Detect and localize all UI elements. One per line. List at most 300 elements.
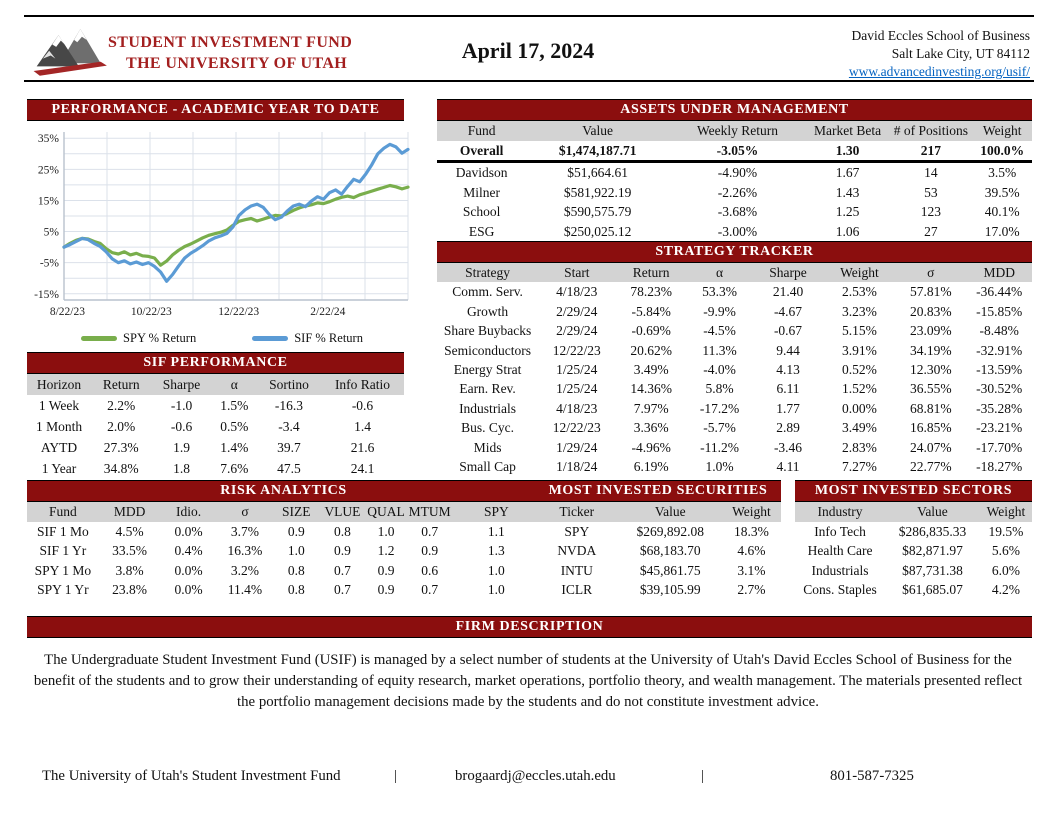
table-cell: 1/18/24 <box>556 459 598 475</box>
table-cell: -3.46 <box>773 439 803 455</box>
table-cell: 1.30 <box>806 141 889 162</box>
table-cell: 123 <box>920 204 941 219</box>
table-cell: $68,183.70 <box>639 543 701 558</box>
strategy-tracker-table <box>437 263 1032 476</box>
column-header: MTUM <box>407 502 453 522</box>
table-header-row <box>437 263 1032 282</box>
table-cell: 1.77 <box>776 400 800 416</box>
table-cell: 6.11 <box>776 381 800 397</box>
table-cell: 0.9 <box>287 523 305 539</box>
chart-legend <box>28 331 416 346</box>
table-cell: 1.67 <box>835 165 860 180</box>
table-row <box>437 418 1032 437</box>
table-cell: 6.19% <box>633 459 669 475</box>
table-row <box>27 458 404 479</box>
table-row <box>437 379 1032 398</box>
table-cell: 14 <box>924 165 938 180</box>
table-row <box>437 341 1032 360</box>
table-cell: $581,922.19 <box>563 184 632 200</box>
table-cell: 3.5% <box>988 165 1017 180</box>
table-cell: 2.0% <box>107 419 136 434</box>
table-cell: 1.0 <box>487 562 505 578</box>
table-cell: -1.0 <box>170 398 193 413</box>
table-cell: -15.85% <box>976 303 1023 319</box>
column-header: # of Positions <box>889 121 972 141</box>
table-cell: 217 <box>889 141 972 162</box>
table-cell: 34.8% <box>103 461 139 476</box>
table-cell: 7.6% <box>220 461 249 476</box>
table-cell: 1.0 <box>287 543 305 558</box>
table-row <box>437 399 1032 418</box>
table-cell: $51,664.61 <box>567 165 629 180</box>
table-cell: 2.89 <box>776 420 800 436</box>
table-cell: 2.2% <box>107 398 136 413</box>
table-cell: 27.3% <box>103 440 139 455</box>
table-cell: 20.83% <box>909 303 952 319</box>
table-row <box>27 561 540 581</box>
table-cell: 2.53% <box>841 284 877 300</box>
table-cell: -9.9% <box>703 303 736 319</box>
table-cell: 1.8 <box>173 461 190 476</box>
table-row <box>795 580 1032 600</box>
x-tick-label: 2/22/24 <box>310 306 346 318</box>
x-tick-label: 8/22/23 <box>49 306 86 318</box>
table-cell: 0.52% <box>841 362 877 378</box>
table-cell: -3.4 <box>278 419 300 434</box>
table-cell: $61,685.07 <box>902 582 963 597</box>
table-cell: -4.0% <box>703 362 736 378</box>
table-row <box>795 561 1032 581</box>
sif-performance-banner: SIF PERFORMANCE <box>27 352 404 374</box>
table-cell: 1.4% <box>220 440 249 455</box>
table-cell: 68.81% <box>909 400 952 416</box>
table-cell: 3.8% <box>115 562 144 578</box>
table-row <box>437 282 1032 301</box>
table-cell: 3.2% <box>230 562 260 578</box>
table-cell: -18.27% <box>976 459 1023 475</box>
org-name: STUDENT INVESTMENT FUND <box>108 34 353 51</box>
table-cell: 53.3% <box>702 284 738 300</box>
table-cell: 0.6 <box>421 562 439 578</box>
table-cell: $286,835.33 <box>898 523 967 539</box>
table-cell: Small Cap <box>459 459 516 475</box>
table-cell: 1 Week <box>38 398 80 413</box>
table-cell: 0.00% <box>841 400 877 416</box>
table-cell: 1/25/24 <box>556 362 598 378</box>
header-top-rule <box>24 15 1034 17</box>
footer-email: brogaardj@eccles.utah.edu <box>455 768 616 784</box>
table-cell: Semiconductors <box>444 342 532 358</box>
table-cell: NVDA <box>557 543 597 558</box>
table-cell: SPY 1 Mo <box>34 562 92 578</box>
table-row <box>27 395 404 416</box>
table-cell: 12/22/23 <box>552 420 601 436</box>
table-cell: 4.11 <box>776 459 800 475</box>
table-cell: 12.30% <box>909 362 952 378</box>
table-cell: 1.4 <box>354 419 371 434</box>
aum-table <box>437 121 1032 241</box>
column-header: Strategy <box>437 263 538 282</box>
table-cell: Share Buybacks <box>443 323 532 339</box>
column-header: α <box>212 374 257 395</box>
table-cell: Comm. Serv. <box>452 284 523 300</box>
table-cell: SPY <box>564 523 590 539</box>
table-cell: Bus. Cyc. <box>461 420 515 436</box>
table-cell: 39.5% <box>984 184 1020 200</box>
footer-org: The University of Utah's Student Investment Fund <box>42 768 341 784</box>
table-cell: -36.44% <box>976 284 1023 300</box>
table-cell: 7.97% <box>633 400 669 416</box>
table-cell: 34.19% <box>909 342 952 358</box>
table-row <box>437 321 1032 340</box>
table-cell: $39,105.99 <box>639 582 701 597</box>
table-cell: 78.23% <box>630 284 672 300</box>
school-city: Salt Lake City, UT 84112 <box>891 46 1030 61</box>
footer-separator: | <box>701 768 704 784</box>
table-cell: Davidson <box>455 165 508 180</box>
table-cell: 39.7 <box>277 440 301 455</box>
table-cell: 0.4% <box>174 543 203 558</box>
firm-description-banner: FIRM DESCRIPTION <box>27 616 1032 638</box>
column-header: SPY <box>453 502 540 522</box>
table-cell: -16.3 <box>274 398 304 413</box>
column-header: α <box>687 263 752 282</box>
y-tick-label: -5% <box>39 257 59 270</box>
table-row <box>437 202 1032 222</box>
table-cell: 1.9 <box>173 440 190 455</box>
table-cell: 0.7 <box>334 562 351 578</box>
column-header: Sortino <box>257 374 321 395</box>
table-cell: 18.3% <box>734 523 769 539</box>
table-cell: SPY 1 Yr <box>37 582 89 597</box>
table-cell: 3.1% <box>737 562 766 578</box>
table-cell: 4.2% <box>991 582 1020 597</box>
table-cell: -30.52% <box>976 381 1023 397</box>
table-cell: 1 Year <box>41 461 77 476</box>
table-cell: Info Tech <box>814 523 866 539</box>
table-cell: 1.0% <box>705 459 734 475</box>
table-cell: 1.5% <box>220 398 249 413</box>
column-header: Weight <box>980 502 1032 522</box>
column-header: Start <box>538 263 615 282</box>
table-cell: School <box>462 204 501 219</box>
table-cell: 3.49% <box>841 420 877 436</box>
footer-phone: 801-587-7325 <box>830 768 914 784</box>
table-row <box>795 541 1032 561</box>
table-cell: 5.15% <box>841 323 877 339</box>
column-header: Weight <box>824 263 895 282</box>
table-cell: Growth <box>466 303 509 319</box>
legend-swatch <box>81 336 117 341</box>
table-cell: $1,474,187.71 <box>526 141 669 162</box>
column-header: Market Beta <box>806 121 889 141</box>
y-tick-label: -15% <box>34 288 59 301</box>
table-cell: $87,731.38 <box>902 562 963 578</box>
y-tick-label: 35% <box>37 133 59 146</box>
table-cell: 0.9 <box>421 543 439 558</box>
table-cell: 0.0% <box>174 523 203 539</box>
table-cell: 0.5% <box>220 419 249 434</box>
table-cell: Industrials <box>459 400 517 416</box>
sectors-table <box>795 502 1032 600</box>
table-header-row <box>27 374 404 395</box>
column-header: Industry <box>795 502 885 522</box>
table-cell: 1.43 <box>835 184 860 200</box>
legend-item <box>252 331 363 346</box>
table-cell: 3.36% <box>633 420 669 436</box>
table-cell: 0.8 <box>334 523 351 539</box>
table-cell: 0.9 <box>377 582 395 597</box>
table-cell: 0.0% <box>174 562 203 578</box>
table-cell: 1.52% <box>841 381 877 397</box>
table-cell: 24.1 <box>350 461 375 476</box>
table-cell: ESG <box>468 223 495 239</box>
table-cell: -3.68% <box>717 204 758 219</box>
table-row <box>437 360 1032 379</box>
table-cell: 21.6 <box>350 440 375 455</box>
table-header-row <box>795 502 1032 522</box>
firm-description-text: The Undergraduate Student Investment Fund (USIF) is managed by a select number of students at the University of Utah's David Eccles School of Business for the benefit of the students and to grow their understanding of equity research, market operations, portfolio theory, and wealth management. The materials presented reflect the portfolio management decisions made by the students and do not constitute investment advice. <box>33 652 1023 710</box>
table-cell: 19.5% <box>988 523 1024 539</box>
column-header: σ <box>217 502 273 522</box>
column-header: Sharpe <box>752 263 823 282</box>
table-cell: 2.83% <box>841 439 877 455</box>
table-cell: Health Care <box>807 543 873 558</box>
column-header: Fund <box>27 502 99 522</box>
table-cell: SIF 1 Yr <box>39 543 87 558</box>
column-header: Sharpe <box>151 374 211 395</box>
table-cell: 1 Month <box>35 419 83 434</box>
sectors-banner: MOST INVESTED SECTORS <box>795 480 1032 502</box>
table-cell: -17.70% <box>976 439 1023 455</box>
table-cell: 4/18/23 <box>556 400 598 416</box>
column-header: VLUE <box>319 502 365 522</box>
column-header: Idio. <box>160 502 216 522</box>
table-cell: -32.91% <box>976 342 1023 358</box>
table-cell: -4.67 <box>773 303 803 319</box>
sif-performance-table <box>27 374 404 479</box>
strategy-tracker-banner: STRATEGY TRACKER <box>437 241 1032 263</box>
table-cell: 4/18/23 <box>556 284 598 300</box>
table-cell: 22.77% <box>909 459 952 475</box>
table-cell: -35.28% <box>976 400 1023 416</box>
table-cell: 0.8 <box>287 562 305 578</box>
table-cell: -23.21% <box>976 420 1023 436</box>
report-date: April 17, 2024 <box>461 38 595 63</box>
table-row <box>795 522 1032 542</box>
table-cell: 0.7 <box>421 523 439 539</box>
securities-table <box>535 502 781 600</box>
column-header: Ticker <box>535 502 619 522</box>
table-cell: 0.7 <box>334 582 351 597</box>
table-cell: 0.7 <box>421 582 439 597</box>
column-header: SIZE <box>273 502 319 522</box>
table-cell: 47.5 <box>277 461 301 476</box>
table-cell: 14.36% <box>630 381 672 397</box>
table-cell: 16.85% <box>909 420 952 436</box>
table-row <box>437 438 1032 457</box>
y-tick-label: 5% <box>43 226 59 239</box>
table-cell: 12/22/23 <box>552 342 601 358</box>
table-row <box>27 541 540 561</box>
aum-banner: ASSETS UNDER MANAGEMENT <box>437 99 1032 121</box>
table-cell: 3.49% <box>633 362 669 378</box>
table-cell: 3.23% <box>841 303 877 319</box>
table-row <box>437 222 1032 242</box>
table-cell: 2/29/24 <box>556 303 598 319</box>
table-cell: Industrials <box>811 562 869 578</box>
table-cell: 17.0% <box>984 223 1020 239</box>
table-row <box>437 162 1032 183</box>
table-cell: 1.0 <box>487 582 505 597</box>
table-cell: Earn. Rev. <box>459 381 516 397</box>
table-cell: 23.09% <box>909 323 952 339</box>
risk-analytics-table <box>27 502 540 600</box>
column-header: Info Ratio <box>321 374 404 395</box>
table-cell: 1.0 <box>377 523 395 539</box>
table-cell: $250,025.12 <box>563 223 632 239</box>
y-tick-label: 15% <box>37 195 59 208</box>
footer-separator: | <box>394 768 397 784</box>
table-cell: 23.8% <box>112 582 148 597</box>
table-cell: -8.48% <box>979 323 1019 339</box>
table-row <box>27 437 404 458</box>
table-cell: 6.0% <box>991 562 1020 578</box>
table-cell: 0.0% <box>174 582 203 597</box>
table-cell: -4.90% <box>717 165 758 180</box>
table-cell: 2/29/24 <box>556 323 598 339</box>
table-cell: 4.13 <box>776 362 800 378</box>
table-cell: -11.2% <box>700 439 740 455</box>
table-row <box>27 416 404 437</box>
table-row <box>437 302 1032 321</box>
table-cell: $590,575.79 <box>563 204 632 219</box>
x-tick-label: 10/22/23 <box>130 306 172 318</box>
table-cell: 11.4% <box>227 582 263 597</box>
table-header-row <box>27 502 540 522</box>
table-cell: $45,861.75 <box>639 562 701 578</box>
table-cell: Energy Strat <box>453 362 522 378</box>
table-cell: 4.5% <box>115 523 144 539</box>
table-cell: 100.0% <box>972 141 1032 162</box>
securities-banner: MOST INVESTED SECURITIES <box>535 480 781 502</box>
performance-chart <box>28 124 416 350</box>
column-header: Value <box>526 121 669 141</box>
table-cell: 1.06 <box>835 223 860 239</box>
table-cell: AYTD <box>40 440 78 455</box>
table-cell: 21.40 <box>772 284 804 300</box>
table-cell: 1.3 <box>487 543 505 558</box>
table-cell: Overall <box>437 141 526 162</box>
table-cell: 0.8 <box>287 582 305 597</box>
table-row <box>535 580 781 600</box>
table-cell: Mids <box>473 439 502 455</box>
table-cell: 33.5% <box>112 543 148 558</box>
legend-label: SPY % Return <box>123 331 197 345</box>
table-cell: INTU <box>560 562 593 578</box>
table-cell: 1/25/24 <box>556 381 598 397</box>
performance-banner: PERFORMANCE - ACADEMIC YEAR TO DATE <box>27 99 404 121</box>
table-row <box>535 561 781 581</box>
table-row <box>437 183 1032 203</box>
table-cell: 5.6% <box>991 543 1020 558</box>
y-tick-label: 25% <box>37 164 59 177</box>
table-cell: 7.27% <box>841 459 877 475</box>
column-header: Weight <box>722 502 781 522</box>
table-cell: 1.25 <box>835 204 860 219</box>
column-header: Horizon <box>27 374 91 395</box>
column-header: Weight <box>972 121 1032 141</box>
column-header: Return <box>91 374 151 395</box>
table-cell: $269,892.08 <box>636 523 705 539</box>
table-cell: $82,871.97 <box>902 543 963 558</box>
table-cell: 16.3% <box>227 543 263 558</box>
column-header: MDD <box>966 263 1032 282</box>
column-header: Return <box>615 263 686 282</box>
table-cell: 2.7% <box>737 582 766 597</box>
column-header: Fund <box>437 121 526 141</box>
school-address-block <box>849 27 1030 81</box>
column-header: σ <box>895 263 966 282</box>
table-cell: 27 <box>924 223 938 239</box>
table-cell: -4.96% <box>631 439 671 455</box>
table-cell: SIF 1 Mo <box>37 523 89 539</box>
table-cell: -0.67 <box>773 323 803 339</box>
table-cell: Cons. Staples <box>803 582 877 597</box>
table-cell: 20.62% <box>630 342 672 358</box>
table-row <box>535 541 781 561</box>
table-cell: -0.69% <box>631 323 671 339</box>
legend-label: SIF % Return <box>294 331 363 345</box>
table-header-row <box>535 502 781 522</box>
legend-swatch <box>252 336 288 341</box>
column-header: Value <box>619 502 722 522</box>
table-row <box>27 580 540 600</box>
table-cell: 3.91% <box>841 342 877 358</box>
table-cell: -0.6 <box>351 398 374 413</box>
table-cell: -17.2% <box>699 400 740 416</box>
school-name: David Eccles School of Business <box>851 28 1030 43</box>
table-cell: 53 <box>924 184 938 200</box>
table-cell: -4.5% <box>703 323 736 339</box>
table-cell: 1.2 <box>377 543 395 558</box>
website-link[interactable]: www.advancedinvesting.org/usif/ <box>848 64 1030 79</box>
column-header: QUAL <box>366 502 407 522</box>
org-university: THE UNIVERSITY OF UTAH <box>126 55 348 72</box>
table-cell: 1/29/24 <box>556 439 598 455</box>
table-cell: 0.9 <box>334 543 351 558</box>
table-cell: -3.05% <box>669 141 806 162</box>
table-cell: Milner <box>463 184 500 200</box>
table-cell: -5.7% <box>703 420 736 436</box>
table-cell: 24.07% <box>909 439 952 455</box>
table-cell: 36.55% <box>909 381 952 397</box>
table-cell: ICLR <box>561 582 593 597</box>
risk-analytics-banner: RISK ANALYTICS <box>27 480 540 502</box>
aum-overall-row <box>437 141 1032 162</box>
table-row <box>437 457 1032 476</box>
table-cell: 0.9 <box>377 562 395 578</box>
legend-item <box>81 331 196 346</box>
column-header: Value <box>885 502 980 522</box>
table-cell: -13.59% <box>976 362 1023 378</box>
column-header: MDD <box>99 502 161 522</box>
table-cell: 4.6% <box>737 543 766 558</box>
table-cell: -3.00% <box>717 223 758 239</box>
table-header-row <box>437 121 1032 141</box>
table-cell: 11.3% <box>702 342 737 358</box>
table-cell: 5.8% <box>705 381 734 397</box>
